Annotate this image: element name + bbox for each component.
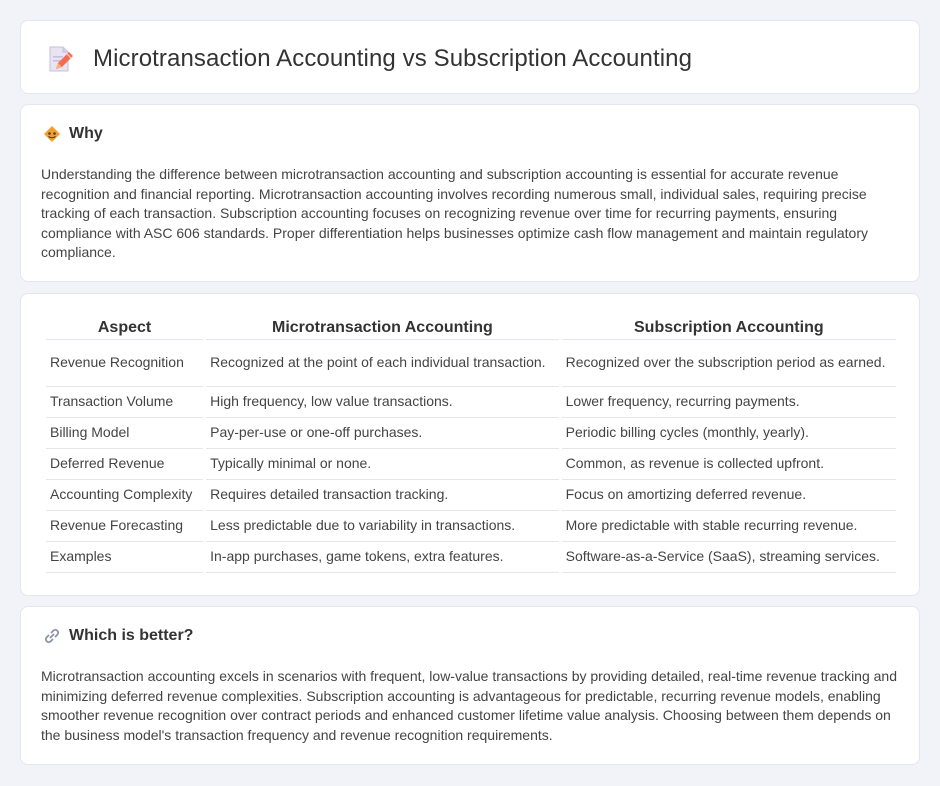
table-row <box>46 340 896 387</box>
comparison-card <box>20 293 920 596</box>
table-cell-aspect: Examples <box>46 542 203 573</box>
why-card <box>20 104 920 282</box>
table-cell-aspect: Deferred Revenue <box>46 449 203 480</box>
table-cell-subscription: Common, as revenue is collected upfront. <box>562 449 896 480</box>
table-cell-aspect: Revenue Recognition <box>46 340 203 387</box>
title-row <box>47 41 692 77</box>
better-heading: Which is better? <box>69 627 194 644</box>
diamond-warning-icon <box>43 125 61 143</box>
better-text: Microtransaction accounting excels in scenarios with frequent, low-value transactions by providing detailed, real-time revenue tracking and minimizing deferred revenue complexities. Subscription accounting is advantageous for predictable, recurring revenue models, enabling smoother revenue recognition over contract periods and enhanced customer lifetime value analysis. Choosing between them depends on the business model's transaction frequency and revenue recognition requirements. <box>41 668 897 743</box>
table-row <box>46 542 896 573</box>
table-header-row <box>46 314 896 340</box>
better-header <box>43 627 193 645</box>
table-cell-subscription: Lower frequency, recurring payments. <box>562 387 896 418</box>
column-header-aspect: Aspect <box>46 314 203 340</box>
table-row <box>46 387 896 418</box>
table-cell-microtransaction: Recognized at the point of each individual transaction. <box>206 340 559 387</box>
header-card <box>20 20 920 94</box>
table-cell-microtransaction: High frequency, low value transactions. <box>206 387 559 418</box>
table-row <box>46 418 896 449</box>
table-cell-subscription: Software-as-a-Service (SaaS), streaming services. <box>562 542 896 573</box>
why-text: Understanding the difference between microtransaction accounting and subscription accounting is essential for accurate revenue recognition and financial reporting. Microtransaction accounting involves recording numerous small, individual sales, requiring precise tracking of each transaction. Subscription accounting focuses on recognizing revenue over time for recurring payments, ensuring compliance with ASC 606 standards. Proper differentiation helps businesses optimize cash flow management and maintain regulatory compliance. <box>41 166 868 261</box>
table-cell-subscription: Recognized over the subscription period as earned. <box>562 340 896 387</box>
table-cell-microtransaction: Less predictable due to variability in transactions. <box>206 511 559 542</box>
table-row <box>46 511 896 542</box>
document-pencil-icon <box>47 44 73 74</box>
column-header-subscription: Subscription Accounting <box>562 314 896 340</box>
table-cell-microtransaction: In-app purchases, game tokens, extra features. <box>206 542 559 573</box>
comparison-table <box>43 314 899 573</box>
why-header <box>43 125 103 143</box>
why-heading: Why <box>69 125 103 142</box>
table-cell-aspect: Transaction Volume <box>46 387 203 418</box>
table-row <box>46 449 896 480</box>
table-cell-microtransaction: Requires detailed transaction tracking. <box>206 480 559 511</box>
table-cell-subscription: More predictable with stable recurring revenue. <box>562 511 896 542</box>
table-cell-aspect: Accounting Complexity <box>46 480 203 511</box>
table-cell-microtransaction: Pay-per-use or one-off purchases. <box>206 418 559 449</box>
page-title: Microtransaction Accounting vs Subscription Accounting <box>93 45 693 72</box>
table-cell-aspect: Revenue Forecasting <box>46 511 203 542</box>
table-cell-aspect: Billing Model <box>46 418 203 449</box>
table-cell-microtransaction: Typically minimal or none. <box>206 449 559 480</box>
table-cell-subscription: Periodic billing cycles (monthly, yearly). <box>562 418 896 449</box>
which-is-better-card <box>20 606 920 765</box>
table-row <box>46 480 896 511</box>
table-cell-subscription: Focus on amortizing deferred revenue. <box>562 480 896 511</box>
link-icon <box>43 627 61 645</box>
column-header-microtransaction: Microtransaction Accounting <box>206 314 559 340</box>
